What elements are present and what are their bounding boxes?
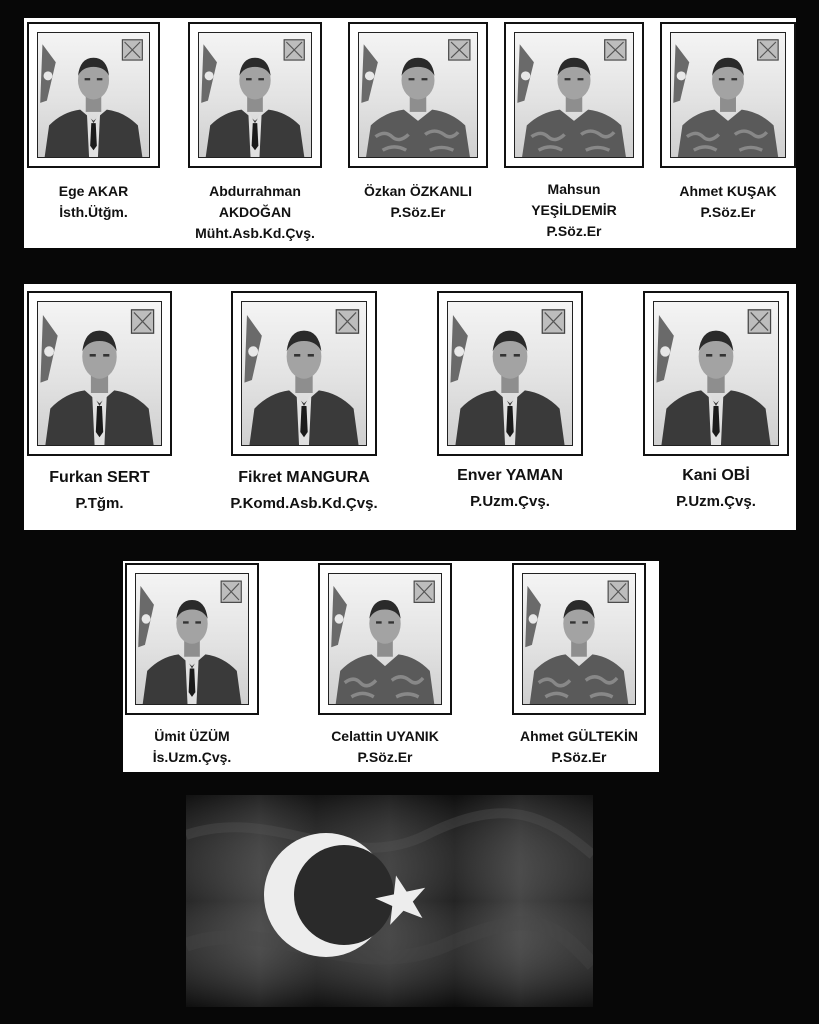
caption <box>27 465 172 517</box>
person-rank: P.Söz.Er <box>546 223 602 239</box>
soldier-portrait-icon <box>199 33 311 157</box>
person-name: Ahmet KUŞAK <box>679 183 777 199</box>
person-name: Enver YAMAN <box>457 467 563 484</box>
person-name: Ümit ÜZÜM <box>154 728 230 744</box>
caption <box>660 181 796 223</box>
caption <box>437 463 583 515</box>
crescent-star-icon <box>186 795 593 1007</box>
portrait-card <box>27 22 160 168</box>
person-rank: P.Uzm.Çvş. <box>470 493 550 510</box>
person-rank: P.Uzm.Çvş. <box>676 493 756 510</box>
caption <box>174 181 336 244</box>
soldier-portrait-icon <box>242 302 366 445</box>
soldier-portrait-icon <box>359 33 477 157</box>
soldier-portrait-icon <box>38 302 161 445</box>
person-name-line2: AKDOĞAN <box>218 204 292 220</box>
portrait-photo <box>653 301 779 446</box>
person-rank: İsth.Ütğm. <box>59 204 128 220</box>
turkish-flag <box>186 795 593 1007</box>
person-rank: P.Söz.Er <box>700 204 756 220</box>
portrait-card <box>504 22 644 168</box>
portrait-photo <box>37 32 150 158</box>
portrait-photo <box>522 573 636 705</box>
person-rank: P.Söz.Er <box>357 749 413 765</box>
caption <box>348 181 488 223</box>
portrait-card <box>643 291 789 456</box>
portrait-card <box>437 291 583 456</box>
portrait-card <box>231 291 377 456</box>
portrait-card <box>125 563 259 715</box>
portrait-card <box>188 22 322 168</box>
soldier-portrait-icon <box>136 574 248 704</box>
caption <box>27 181 160 223</box>
soldier-portrait-icon <box>448 302 572 445</box>
person-name-line1: Abdurrahman <box>209 183 301 199</box>
person-name: Fikret MANGURA <box>238 469 370 486</box>
caption <box>204 465 404 517</box>
portrait-photo <box>241 301 367 446</box>
caption <box>643 463 789 515</box>
caption <box>305 726 465 768</box>
person-name: Kani OBİ <box>682 467 750 484</box>
person-name-line1: Mahsun <box>547 181 601 197</box>
portrait-photo <box>670 32 786 158</box>
person-name: Ahmet GÜLTEKİN <box>520 728 638 744</box>
soldier-portrait-icon <box>671 33 785 157</box>
portrait-card <box>348 22 488 168</box>
person-name-line2: YEŞİLDEMİR <box>531 202 617 218</box>
person-rank: P.Komd.Asb.Kd.Çvş. <box>230 495 378 512</box>
person-rank: P.Söz.Er <box>551 749 607 765</box>
person-rank: İs.Uzm.Çvş. <box>152 749 232 765</box>
person-rank: P.Tğm. <box>75 495 124 512</box>
person-name: Celattin UYANIK <box>331 728 439 744</box>
person-name: Furkan SERT <box>49 469 150 486</box>
portrait-photo <box>328 573 442 705</box>
person-name: Ege AKAR <box>58 183 129 199</box>
caption <box>112 726 272 768</box>
caption <box>504 179 644 242</box>
portrait-photo <box>37 301 162 446</box>
portrait-card <box>27 291 172 456</box>
soldier-portrait-icon <box>515 33 633 157</box>
portrait-photo <box>514 32 634 158</box>
soldier-portrait-icon <box>523 574 635 704</box>
person-name: Özkan ÖZKANLI <box>363 183 473 199</box>
portrait-photo <box>447 301 573 446</box>
caption <box>499 726 659 768</box>
person-rank: Müht.Asb.Kd.Çvş. <box>195 225 315 241</box>
portrait-photo <box>198 32 312 158</box>
portrait-photo <box>358 32 478 158</box>
portrait-photo <box>135 573 249 705</box>
soldier-portrait-icon <box>329 574 441 704</box>
soldier-portrait-icon <box>38 33 149 157</box>
soldier-portrait-icon <box>654 302 778 445</box>
portrait-card <box>512 563 646 715</box>
portrait-card <box>318 563 452 715</box>
portrait-card <box>660 22 796 168</box>
person-rank: P.Söz.Er <box>390 204 446 220</box>
